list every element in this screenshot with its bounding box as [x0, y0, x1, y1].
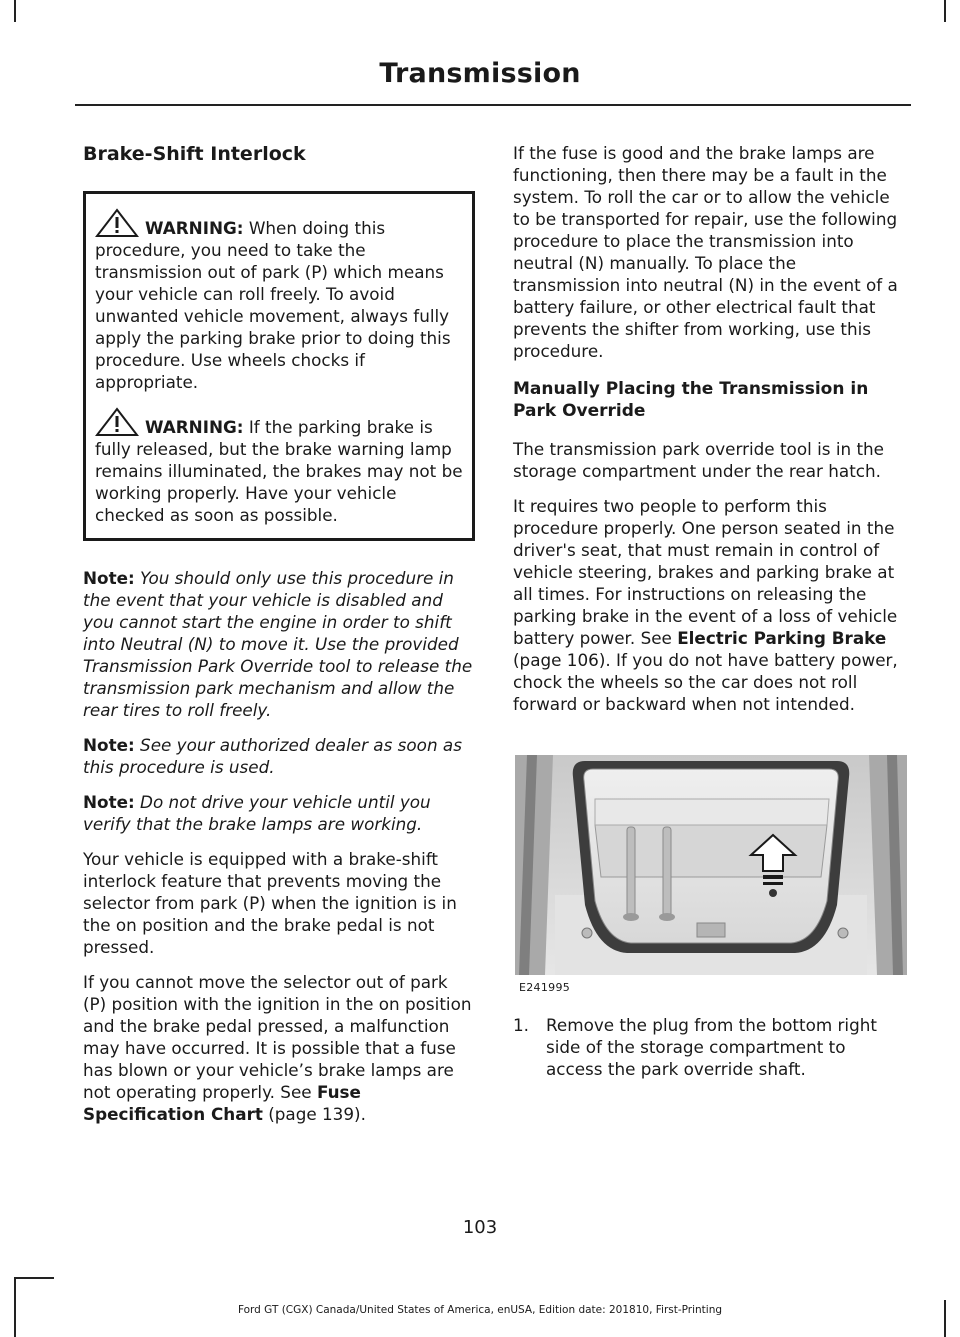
crop-mark	[14, 0, 16, 22]
parking-brake-link[interactable]: Electric Parking Brake	[677, 628, 887, 648]
step-text: Remove the plug from the bottom right side of the storage compartment to access the park override shaft.	[546, 1015, 877, 1079]
note-3	[83, 791, 475, 835]
warning-2	[95, 407, 466, 526]
step-1	[513, 1014, 905, 1080]
subheading: Manually Placing the Transmission in Park Override	[513, 379, 869, 421]
warning-1	[95, 208, 466, 393]
step-number: 1.	[513, 1015, 530, 1035]
body-paragraph: The transmission park override tool is in the storage compartment under the rear hatch.	[513, 439, 884, 481]
warning-label: WARNING:	[145, 417, 244, 437]
note-label: Note:	[83, 568, 135, 588]
warning-triangle-icon	[95, 407, 145, 437]
paragraph-text: If you cannot move the selector out of park (P) position with the ignition in the on position and the brake pedal pressed, a malfunction may have occurred. It is possible that a fuse has blown or your vehicle’s brake lamps are not operating properly. See	[83, 972, 472, 1102]
warning-label: WARNING:	[145, 218, 244, 238]
body-paragraph: If the fuse is good and the brake lamps are functioning, then there may be a fault in the system. To roll the car or to allow the vehicle to be transported for repair, use the following procedure to place the transmission into neutral (N) manually. To place the transmission into neutral (N) in the event of a battery failure, or other electrical fault that prevents the shifter from working, use this procedure.	[513, 143, 898, 361]
body-paragraph: Your vehicle is equipped with a brake-shift interlock feature that prevents moving the selector from park (P) when the ignition is in the on position and the brake pedal is not pressed.	[83, 849, 457, 957]
right-column	[513, 142, 905, 1080]
note-text: See your authorized dealer as soon as this procedure is used.	[83, 735, 462, 777]
section-heading: Brake-Shift Interlock	[83, 143, 306, 165]
body-paragraph	[83, 971, 475, 1125]
crop-mark	[14, 1277, 54, 1279]
note-label: Note:	[83, 792, 135, 812]
paragraph-text: (page 106). If you do not have battery power, chock the wheels so the car does not roll forward or backward when not intended.	[513, 650, 898, 714]
warning-triangle-icon	[95, 208, 145, 238]
page-number: 103	[462, 1217, 498, 1238]
warning-box	[83, 191, 475, 541]
storage-compartment-illustration	[515, 755, 907, 975]
note-text: Do not drive your vehicle until you verify that the brake lamps are working.	[83, 792, 431, 834]
crop-mark	[944, 0, 946, 22]
note-2	[83, 734, 475, 778]
fuse-chart-link[interactable]: Fuse Specification Chart	[83, 1082, 361, 1124]
paragraph-text: (page 139).	[262, 1104, 366, 1124]
figure-code: E241995	[519, 981, 571, 994]
note-1	[83, 567, 475, 721]
body-paragraph	[513, 495, 905, 715]
warning-text: When doing this procedure, you need to take the transmission out of park (P) which means your vehicle can roll freely. To avoid unwanted vehicle movement, always fully apply the parking brake prior to doing this procedure. Use wheels chocks if appropriate.	[95, 218, 451, 392]
header-rule	[75, 104, 911, 106]
note-text: You should only use this procedure in the event that your vehicle is disabled and you cannot start the engine in order to shift into Neutral (N) to move it. Use the provided Transmission Park Override tool to release the transmission park mechanism and allow the rear tires to roll freely.	[83, 568, 473, 720]
warning-text: If the parking brake is fully released, but the brake warning lamp remains illuminated, the brakes may not be working properly. Have your vehicle checked as soon as possible.	[95, 417, 463, 525]
note-label: Note:	[83, 735, 135, 755]
left-column	[83, 142, 475, 1138]
paragraph-text: It requires two people to perform this procedure properly. One person seated in the driver's seat, that must remain in control of vehicle steering, brakes and parking brake at all times. For instructions on releasing the parking brake in the event of a loss of vehicle battery power. See	[513, 496, 898, 648]
footer-edition-info: Ford GT (CGX) Canada/United States of America, enUSA, Edition date: 201810, First-Printing	[237, 1304, 723, 1316]
page-title: Transmission	[379, 58, 581, 89]
